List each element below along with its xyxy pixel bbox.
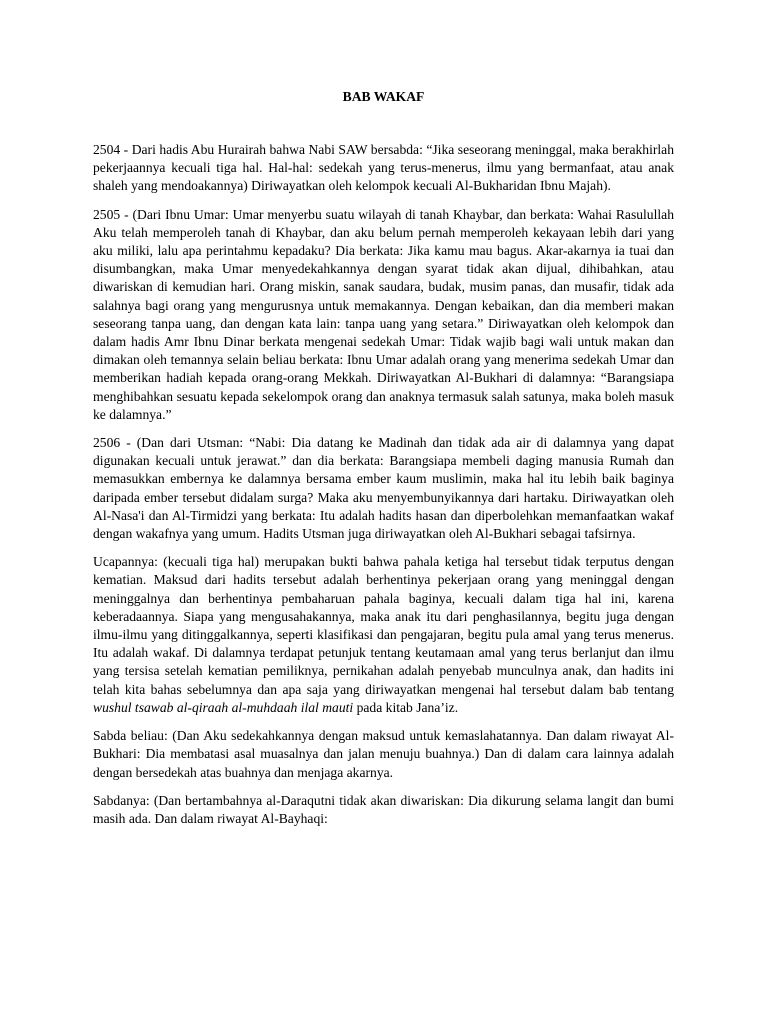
document-title: BAB WAKAF	[342, 89, 425, 104]
paragraph-hadith-2506: 2506 - (Dan dari Utsman: “Nabi: Dia datang ke Madinah dan tidak ada air di dalamnya yang dapat digunakan kecuali untuk jerawat.” dan dia berkata: Barangsiapa membeli daging manusia Rumah dan memasukkan embernya ke dalamnya bersama ember kaum muslimin, maka hal itu lebih baik baginya daripada ember tersebut didalam surga? Maka aku menyembunyikannya dari hartaku. Diriwayatkan oleh Al-Nasa'i dan Al-Tirmidzi yang berkata: Itu adalah hadits hasan dan diperbolehkan memanfaatkan wakaf dengan wakafnya yang umum. Hadits Utsman juga diriwayatkan oleh Al-Bukhari sebagai tafsirnya.	[93, 435, 674, 542]
commentary-italic-term: wushul tsawab al-qiraah al-muhdaah ilal mauti	[93, 699, 354, 715]
paragraph-sabda-beliau: Sabda beliau: (Dan Aku sedekahkannya dengan maksud untuk kemaslahatannya. Dan dalam riwayat Al-Bukhari: Dia membatasi asal muasalnya dan jalan menuju buahnya.) Dan di dalam cara lainnya adalah dengan bersedekah atas buahnya dan menjaga akarnya.	[93, 728, 674, 780]
paragraph-hadith-2505: 2505 - (Dari Ibnu Umar: Umar menyerbu suatu wilayah di tanah Khaybar, dan berkata: Wahai Rasulullah Aku telah memperoleh tanah di Khaybar, dan aku belum pernah memperoleh kekayaan lebih dari yang aku miliki, lalu apa perintahmu kepadaku? Dia berkata: Jika kamu mau bagus. Akar-akarnya ia tuai dan disumbangkan, maka Umar menyedekahkannya dengan syarat tidak akan dijual, dihibahkan, atau diwariskan di kemudian hari. Orang miskin, sanak saudara, budak, musim panas, dan musafir, tidak ada salahnya bagi orang yang mengurusnya untuk memakannya. Dengan kebaikan, dan dia memberi makan seseorang tanpa uang, dan dengan kata lain: tanpa uang yang setara.” Diriwayatkan oleh kelompok dan dalam hadis Amr Ibnu Dinar berkata mengenai sedekah Umar: Tidak wajib bagi wali untuk makan dan dimakan oleh temannya selain beliau berkata: Ibnu Umar adalah orang yang menerima sedekah Umar dan memberikan hadiah kepada orang-orang Mekkah. Diriwayatkan Al-Bukhari di dalamnya: “Barangsiapa menghibahkan sesuatu kepada sekelompok orang dan anaknya termasuk salah satunya, maka boleh masuk ke dalamnya.”	[93, 206, 674, 422]
paragraph-sabdanya: Sabdanya: (Dan bertambahnya al-Daraqutni tidak akan diwariskan: Dia dikurung selama langit dan bumi masih ada. Dan dalam riwayat Al-Bayhaqi:	[93, 792, 674, 826]
commentary-text-before: Ucapannya: (kecuali tiga hal) merupakan bukti bahwa pahala ketiga hal tersebut tidak terputus dengan kematian. Maksud dari hadits tersebut adalah berhentinya pekerjaan orang yang meninggal dengan meninggalnya dan berhentinya pembaharuan pahala baginya, kecuali dalam tiga hal ini, karena keberadaannya. Siapa yang mengusahakannya, maka anak itu dari penghasilannya, begitu juga dengan ilmu-ilmu yang ditinggalkannya, seperti klasifikasi dan pengajaran, begitu pula amal yang terus menerus. Itu adalah wakaf. Di dalamnya terdapat petunjuk tentang keutamaan amal yang terus berlanjut dan ilmu yang tersisa setelah kematian pemiliknya, pernikahan adalah penyebab munculnya anak, dan hadits ini telah kita bahas sebelumnya dan apa saja yang diriwayatkan mengenai hal tersebut dalam bab tentang	[93, 554, 674, 697]
paragraph-commentary-three-things	[93, 553, 674, 717]
paragraph-hadith-2504: 2504 - Dari hadis Abu Hurairah bahwa Nabi SAW bersabda: “Jika seseorang meninggal, maka berakhirlah pekerjaannya kecuali tiga hal. Hal-hal: sedekah yang terus-menerus, ilmu yang bermanfaat, atau anak shaleh yang mendoakannya) Diriwayatkan oleh kelompok kecuali Al-Bukharidan Ibnu Majah).	[93, 142, 674, 194]
document-page	[93, 0, 674, 838]
commentary-text-after: pada kitab Jana’iz.	[353, 699, 459, 715]
